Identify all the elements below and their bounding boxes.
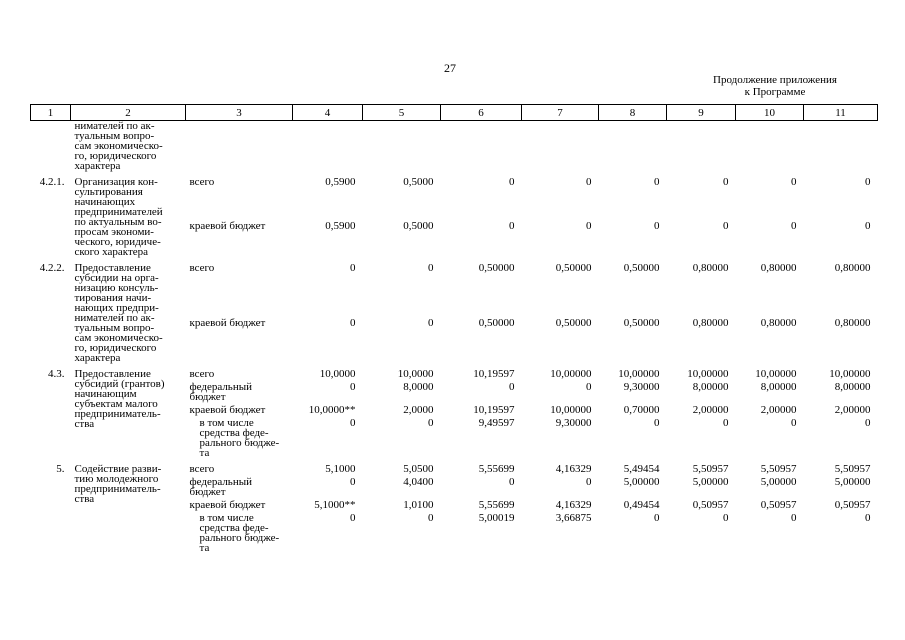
value-cell: 0 <box>791 220 797 233</box>
value-cell: 5,55699 <box>478 463 515 475</box>
value-cell: 0 <box>723 417 729 429</box>
value-cell: 0,5900 <box>325 220 356 233</box>
value-cell: 0 <box>723 176 729 188</box>
carry-over-index <box>31 121 71 172</box>
value-cell: 0,80000 <box>760 262 797 274</box>
value-cell: 0,50000 <box>478 262 515 274</box>
value-cell: 9,30000 <box>555 417 592 429</box>
funding-source-label: в том числе средства феде- рального бюдже- та <box>199 417 280 459</box>
value-cell: 0 <box>586 220 592 233</box>
row-index: 4.2.2. <box>39 262 65 274</box>
value-cell: 0,80000 <box>692 317 729 330</box>
value-cell: 5,00000 <box>760 476 797 488</box>
value-cell: 0 <box>723 512 729 524</box>
value-cell: 0,70000 <box>623 404 660 416</box>
value-cell: 5,50957 <box>760 463 797 475</box>
value-cell: 0,80000 <box>834 317 871 330</box>
value-cell: 8,00000 <box>760 381 797 393</box>
column-number: 5 <box>363 105 441 121</box>
value-cell: 0 <box>865 417 871 429</box>
value-cell: 5,00000 <box>834 476 871 488</box>
value-cell: 0,80000 <box>692 262 729 274</box>
value-cell: 5,55699 <box>478 499 515 511</box>
column-number: 6 <box>441 105 522 121</box>
value-cell: 10,00000 <box>550 404 592 416</box>
value-cell: 5,00000 <box>692 476 729 488</box>
page-number: 27 <box>444 61 456 75</box>
table-row <box>31 458 878 474</box>
funding-source-label: краевой бюджет <box>189 220 266 233</box>
column-number-row <box>31 105 878 121</box>
row-name: Содействие разви- тию молодежного предприниматель- ства <box>74 463 162 505</box>
carry-over-row <box>31 121 878 172</box>
value-cell: 0 <box>654 220 660 233</box>
value-cell: 0,80000 <box>834 262 871 274</box>
value-cell: 10,19597 <box>473 404 515 416</box>
funding-source-label: в том числе средства феде- рального бюдже- та <box>199 512 280 554</box>
value-cell: 2,0000 <box>403 404 434 416</box>
value-cell: 9,49597 <box>478 417 515 429</box>
funding-source-label: краевой бюджет <box>189 499 266 511</box>
value-cell: 5,0500 <box>403 463 434 475</box>
value-cell: 0 <box>586 476 592 488</box>
column-number: 2 <box>71 105 186 121</box>
value-cell: 2,00000 <box>760 404 797 416</box>
value-cell: 0 <box>509 176 515 188</box>
funding-source-label: всего <box>189 262 215 274</box>
row-index: 4.2.1. <box>39 176 65 188</box>
value-cell: 0 <box>350 417 356 429</box>
value-cell: 1,0100 <box>403 499 434 511</box>
funding-source-label: федеральный бюджет <box>189 381 252 403</box>
value-cell: 0,49454 <box>623 499 660 511</box>
value-cell: 10,00000 <box>829 368 871 380</box>
value-cell: 5,00000 <box>623 476 660 488</box>
value-cell: 0 <box>350 381 356 393</box>
program-table-wrapper <box>30 104 877 553</box>
value-cell: 0,50000 <box>623 262 660 274</box>
value-cell: 0 <box>654 512 660 524</box>
table-row <box>31 363 878 379</box>
value-cell: 10,0000 <box>397 368 434 380</box>
row-index: 4.3. <box>48 368 65 380</box>
value-cell: 0 <box>791 176 797 188</box>
value-cell: 0 <box>723 220 729 233</box>
value-cell: 5,1000** <box>314 499 356 511</box>
value-cell: 5,49454 <box>623 463 660 475</box>
value-cell: 0 <box>654 417 660 429</box>
value-cell: 0,50957 <box>692 499 729 511</box>
carry-over-empty <box>186 121 878 172</box>
value-cell: 8,00000 <box>692 381 729 393</box>
value-cell: 4,16329 <box>555 499 592 511</box>
column-number: 10 <box>736 105 804 121</box>
carry-over-text: нимателей по ак- туальным вопро- сам экономическо- го, юридического характера <box>74 120 163 172</box>
program-table <box>30 104 878 553</box>
row-name: Предоставление субсидий (грантов) начинающим субъектам малого предприниматель- ства <box>74 368 165 430</box>
value-cell: 0,5000 <box>403 220 434 233</box>
value-cell: 0 <box>428 262 434 274</box>
value-cell: 10,00000 <box>618 368 660 380</box>
value-cell: 9,30000 <box>623 381 660 393</box>
value-cell: 10,00000 <box>755 368 797 380</box>
value-cell: 0 <box>865 176 871 188</box>
value-cell: 0 <box>509 476 515 488</box>
table-row <box>31 257 878 315</box>
value-cell: 10,0000** <box>308 404 356 416</box>
value-cell: 8,0000 <box>403 381 434 393</box>
value-cell: 0,50000 <box>623 317 660 330</box>
funding-source-label: федеральный бюджет <box>189 476 252 498</box>
value-cell: 0 <box>654 176 660 188</box>
continuation-line-1: Продолжение приложения <box>713 74 837 86</box>
value-cell: 5,50957 <box>692 463 729 475</box>
value-cell: 5,1000 <box>325 463 356 475</box>
value-cell: 2,00000 <box>834 404 871 416</box>
value-cell: 5,00019 <box>478 512 515 524</box>
value-cell: 10,0000 <box>319 368 356 380</box>
value-cell: 0 <box>586 381 592 393</box>
value-cell: 0,5900 <box>325 176 356 188</box>
value-cell: 0,50000 <box>478 317 515 330</box>
value-cell: 0 <box>350 512 356 524</box>
value-cell: 0 <box>509 381 515 393</box>
funding-source-label: всего <box>189 463 215 475</box>
row-name: Организация кон- сультирования начинающих предпринимателей по актуальным во- просам экономи- ческого, юридиче- ского характера <box>74 176 163 258</box>
continuation-note <box>680 74 870 98</box>
column-number: 11 <box>804 105 878 121</box>
value-cell: 5,50957 <box>834 463 871 475</box>
value-cell: 0,50000 <box>555 317 592 330</box>
table-row <box>31 171 878 218</box>
value-cell: 4,16329 <box>555 463 592 475</box>
value-cell: 2,00000 <box>692 404 729 416</box>
value-cell: 0 <box>350 317 356 330</box>
column-number: 7 <box>522 105 599 121</box>
value-cell: 0 <box>350 476 356 488</box>
value-cell: 0,50957 <box>760 499 797 511</box>
value-cell: 3,66875 <box>555 512 592 524</box>
value-cell: 0 <box>428 317 434 330</box>
table-body <box>31 121 878 554</box>
value-cell: 0 <box>791 512 797 524</box>
value-cell: 0,50000 <box>555 262 592 274</box>
value-cell: 0 <box>509 220 515 233</box>
value-cell: 10,19597 <box>473 368 515 380</box>
column-number: 1 <box>31 105 71 121</box>
column-number: 9 <box>667 105 736 121</box>
value-cell: 0 <box>865 220 871 233</box>
value-cell: 4,0400 <box>403 476 434 488</box>
funding-source-label: всего <box>189 176 215 188</box>
value-cell: 0 <box>428 417 434 429</box>
value-cell: 10,00000 <box>550 368 592 380</box>
value-cell: 0 <box>791 417 797 429</box>
value-cell: 0,80000 <box>760 317 797 330</box>
value-cell: 0 <box>865 512 871 524</box>
value-cell: 0 <box>428 512 434 524</box>
row-name: Предоставление субсидии на орга- низацию консуль- тирования начи- нающих предпри- нимателей по ак- туальным вопро- сам экономическо- го, юридического характера <box>74 262 163 364</box>
column-number: 3 <box>186 105 293 121</box>
value-cell: 10,00000 <box>687 368 729 380</box>
funding-source-label: краевой бюджет <box>189 404 266 416</box>
column-number: 8 <box>599 105 667 121</box>
funding-source-label: всего <box>189 368 215 380</box>
continuation-line-2: к Программе <box>744 86 806 98</box>
row-index: 5. <box>56 463 65 475</box>
value-cell: 8,00000 <box>834 381 871 393</box>
value-cell: 0,5000 <box>403 176 434 188</box>
value-cell: 0,50957 <box>834 499 871 511</box>
value-cell: 0 <box>586 176 592 188</box>
value-cell: 0 <box>350 262 356 274</box>
funding-source-label: краевой бюджет <box>189 317 266 330</box>
column-number: 4 <box>293 105 363 121</box>
